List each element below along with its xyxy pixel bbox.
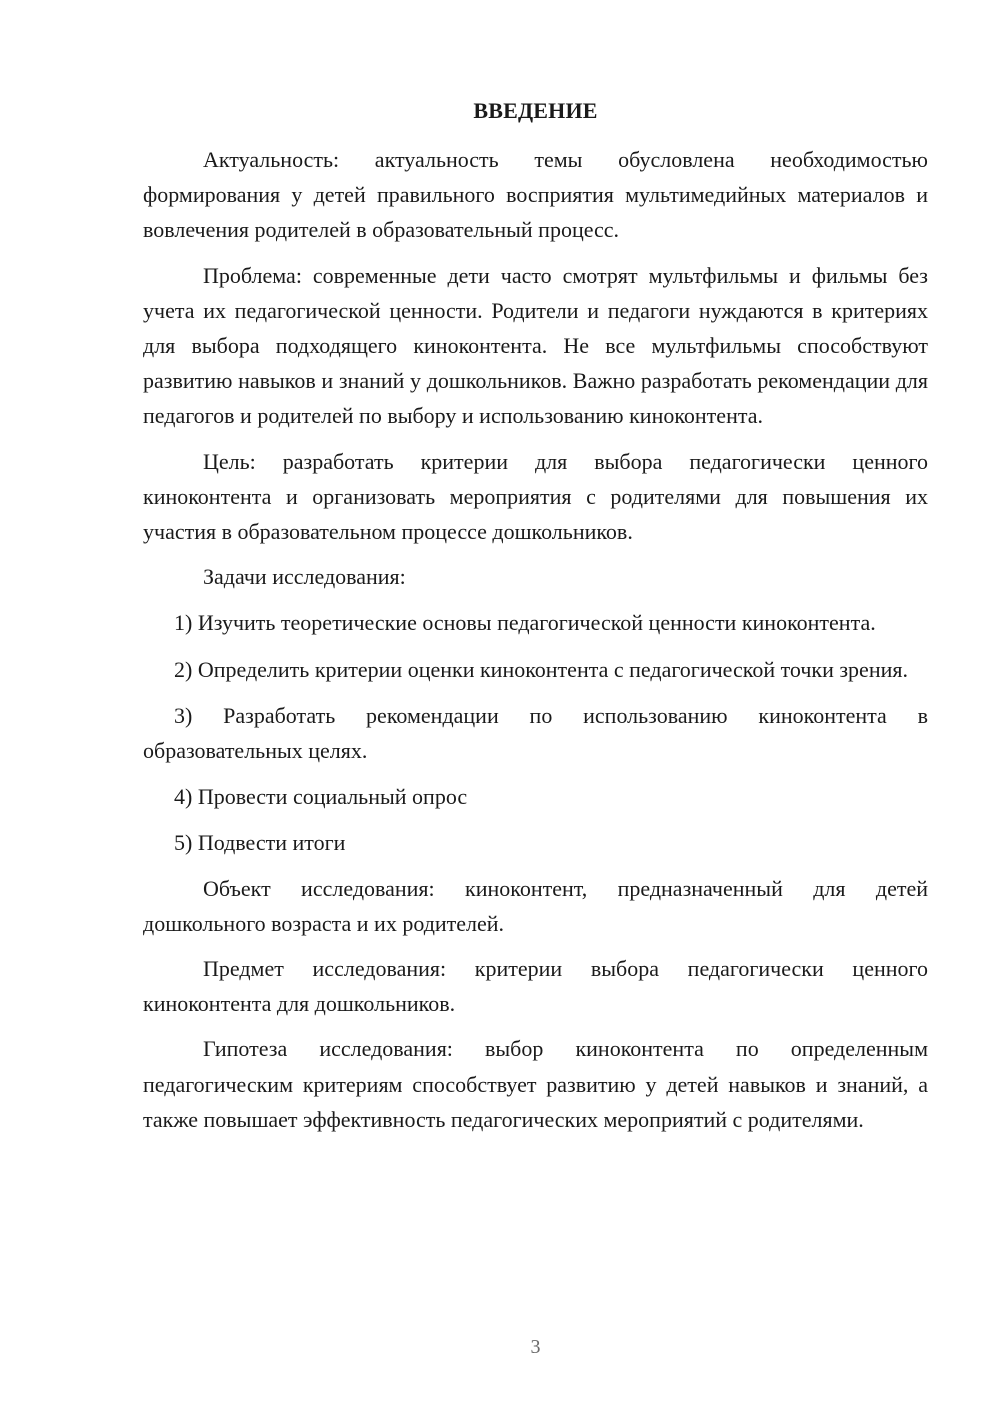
task-item-5: 5) Подвести итоги xyxy=(174,830,346,856)
page-number: 3 xyxy=(530,1336,541,1358)
task-item-2: 2) Определить критерии оценки киноконтента с педагогической точки зрения. xyxy=(174,656,908,682)
paragraph-relevance: Актуальность: актуальность темы обусловлена необходимостью формирования у детей правильного восприятия мультимедийных материалов и вовлечения родителей в образовательный процесс. xyxy=(143,147,928,243)
paragraph-hypothesis: Гипотеза исследования: выбор киноконтента по определенным педагогическим критериям способствует развитию у детей навыков и знаний, а также повышает эффективность педагогических мероприятий с родителями. xyxy=(143,1036,928,1132)
paragraph-problem: Проблема: современные дети часто смотрят мультфильмы и фильмы без учета их педагогической ценности. Родители и педагоги нуждаются в критериях для выбора подходящего киноконтента. Не все мультфильмы способствуют развитию навыков и знаний у дошкольников. Важно разработать рекомендации для педагогов и родителей по выбору и использованию киноконтента. xyxy=(143,262,928,429)
task-item-4: 4) Провести социальный опрос xyxy=(174,784,468,810)
section-heading: ВВЕДЕНИЕ xyxy=(473,98,598,123)
document-body xyxy=(143,142,928,1137)
task-item-1: 1) Изучить теоретические основы педагогической ценности киноконтента. xyxy=(174,610,876,636)
paragraph-object: Объект исследования: киноконтент, предназначенный для детей дошкольного возраста и их родителей. xyxy=(143,875,928,936)
paragraph-subject: Предмет исследования: критерии выбора педагогически ценного киноконтента для дошкольников. xyxy=(143,956,928,1017)
document-page xyxy=(143,0,928,1414)
tasks-heading: Задачи исследования: xyxy=(203,564,406,590)
paragraph-goal: Цель: разработать критерии для выбора педагогически ценного киноконтента и организовать мероприятия с родителями для повышения их участия в образовательном процессе дошкольников. xyxy=(143,448,928,545)
task-item-3: 3) Разработать рекомендации по использованию киноконтента в образовательных целях. xyxy=(143,702,928,764)
